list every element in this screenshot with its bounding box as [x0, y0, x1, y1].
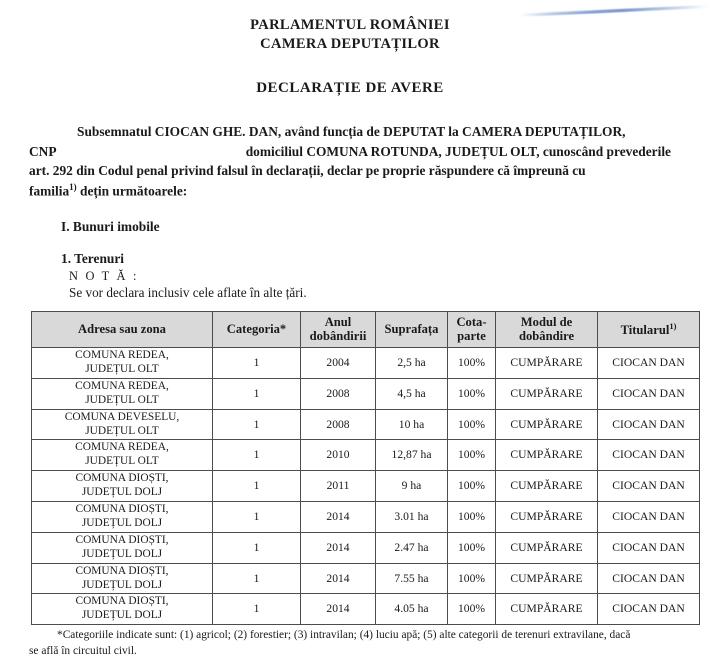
cell-suprafata: 4.05 ha	[376, 594, 448, 625]
cell-cota-parte: 100%	[448, 409, 496, 440]
cell-adresa	[32, 532, 213, 563]
cell-titularul: CIOCAN DAN	[598, 347, 700, 378]
institution-line-1: PARLAMENTUL ROMÂNIEI	[250, 17, 450, 33]
cell-adresa-line-1: COMUNA DIOȘTI,	[75, 503, 169, 516]
cell-adresa-line-1: COMUNA REDEA,	[75, 379, 169, 392]
cell-anul-dobandirii: 2010	[301, 440, 376, 471]
column-header-anul-line-2: dobândirii	[309, 329, 367, 344]
cell-anul-dobandirii: 2014	[301, 563, 376, 594]
cell-adresa-line-2: JUDEȚUL OLT	[85, 362, 159, 375]
cell-adresa-line-1: COMUNA REDEA,	[75, 348, 169, 361]
cell-categoria: 1	[213, 532, 301, 563]
table-header-row-group	[32, 311, 700, 347]
cell-adresa-line-1: COMUNA DEVESELU,	[64, 410, 180, 423]
cell-titularul: CIOCAN DAN	[598, 471, 700, 502]
cell-categoria: 1	[213, 471, 301, 502]
cell-adresa	[32, 378, 213, 409]
cell-adresa	[32, 471, 213, 502]
cell-cota-parte: 100%	[448, 347, 496, 378]
cell-adresa-line-2: JUDEȚUL OLT	[85, 393, 159, 406]
page-title: DECLARAȚIE DE AVERE	[256, 80, 444, 97]
cell-adresa-line-1: COMUNA DIOȘTI,	[75, 472, 169, 485]
cell-modul-dobandire: CUMPĂRARE	[496, 440, 598, 471]
cell-suprafata: 10 ha	[376, 409, 448, 440]
cell-adresa-line-2: JUDEȚUL DOLJ	[81, 578, 163, 591]
table-row	[32, 471, 700, 502]
institution-line-2: CAMERA DEPUTAȚILOR	[260, 36, 440, 53]
intro-line-3: art. 292 din Codul penal privind falsul în declarații, declar pe proprie răspundere că împreună cu	[29, 163, 586, 179]
cell-suprafata: 2,5 ha	[376, 347, 448, 378]
cell-suprafata: 4,5 ha	[376, 378, 448, 409]
table-row	[32, 563, 700, 594]
cell-suprafata: 7.55 ha	[376, 563, 448, 594]
cell-adresa	[32, 440, 213, 471]
column-header-suprafata: Suprafața	[376, 311, 448, 347]
cell-titularul: CIOCAN DAN	[598, 378, 700, 409]
table-footnote	[29, 628, 671, 659]
column-header-anul-dobandirii	[301, 311, 376, 347]
table-header-row	[32, 311, 700, 347]
section-heading-bunuri-imobile: I. Bunuri imobile	[61, 218, 160, 234]
cell-adresa	[32, 563, 213, 594]
cell-modul-dobandire: CUMPĂRARE	[496, 502, 598, 533]
cell-adresa	[32, 594, 213, 625]
cell-adresa-line-1: COMUNA DIOȘTI,	[75, 533, 169, 546]
cell-adresa	[32, 347, 213, 378]
cell-adresa-line-1: COMUNA DIOȘTI,	[75, 564, 169, 577]
cell-titularul: CIOCAN DAN	[598, 563, 700, 594]
intro-line-4-text: familia	[29, 183, 70, 199]
intro-line-2-text: domiciliul COMUNA ROTUNDA, JUDEȚUL OLT, cunoscând prevederile	[245, 143, 671, 159]
cell-anul-dobandirii: 2008	[301, 378, 376, 409]
footnote-marker-titularul: 1)	[669, 320, 677, 331]
intro-line-2	[29, 142, 671, 162]
declaration-intro-paragraph	[29, 122, 671, 201]
table-row	[32, 409, 700, 440]
cell-modul-dobandire: CUMPĂRARE	[496, 532, 598, 563]
cell-anul-dobandirii: 2014	[301, 532, 376, 563]
cell-modul-dobandire: CUMPĂRARE	[496, 378, 598, 409]
cell-categoria: 1	[213, 347, 301, 378]
cell-cota-parte: 100%	[448, 594, 496, 625]
table-row	[32, 378, 700, 409]
table-row	[32, 347, 700, 378]
column-header-cota-line-1: Cota-	[456, 315, 487, 330]
cell-suprafata: 2.47 ha	[376, 532, 448, 563]
cell-anul-dobandirii: 2004	[301, 347, 376, 378]
nota-label: N O T Ă :	[69, 268, 139, 283]
cnp-redacted-value	[99, 142, 203, 162]
cell-modul-dobandire: CUMPĂRARE	[496, 563, 598, 594]
cell-adresa	[32, 409, 213, 440]
cell-modul-dobandire: CUMPĂRARE	[496, 409, 598, 440]
cell-adresa-line-1: COMUNA DIOȘTI,	[75, 595, 169, 608]
cell-adresa-line-2: JUDEȚUL DOLJ	[81, 516, 163, 529]
cell-categoria: 1	[213, 440, 301, 471]
column-header-cota-line-2: parte	[457, 329, 486, 344]
table-row	[32, 440, 700, 471]
cell-modul-dobandire: CUMPĂRARE	[496, 347, 598, 378]
cell-modul-dobandire: CUMPĂRARE	[496, 594, 598, 625]
cell-anul-dobandirii: 2014	[301, 502, 376, 533]
table-row	[32, 502, 700, 533]
cell-titularul: CIOCAN DAN	[598, 502, 700, 533]
cell-adresa	[32, 502, 213, 533]
cell-cota-parte: 100%	[448, 440, 496, 471]
cell-adresa-line-2: JUDEȚUL OLT	[85, 455, 159, 468]
intro-line-4-rest: dețin următoarele:	[76, 183, 188, 199]
cell-titularul: CIOCAN DAN	[598, 594, 700, 625]
column-header-modul-line-2: dobândire	[518, 329, 575, 344]
cell-adresa-line-2: JUDEȚUL DOLJ	[81, 609, 163, 622]
table-row	[32, 594, 700, 625]
footnote-marker-family: 1)	[69, 181, 77, 192]
intro-line-1-text: Subsemnatul CIOCAN GHE. DAN, având funcția de DEPUTAT la CAMERA DEPUTAȚILOR,	[77, 124, 626, 140]
intro-line-1	[29, 122, 671, 142]
table-body	[32, 347, 700, 624]
cell-adresa-line-1: COMUNA REDEA,	[75, 441, 169, 454]
subsection-heading-terenuri: 1. Terenuri	[61, 250, 124, 266]
terenuri-table-wrapper	[29, 311, 685, 625]
column-header-adresa: Adresa sau zona	[32, 311, 213, 347]
cell-categoria: 1	[213, 563, 301, 594]
column-header-cota-parte	[448, 311, 496, 347]
cell-titularul: CIOCAN DAN	[598, 532, 700, 563]
column-header-titularul-text: Titularul	[620, 322, 670, 337]
cell-categoria: 1	[213, 409, 301, 440]
cell-anul-dobandirii: 2014	[301, 594, 376, 625]
cnp-label: CNP	[29, 143, 57, 159]
cell-categoria: 1	[213, 502, 301, 533]
cell-anul-dobandirii: 2011	[301, 471, 376, 502]
column-header-anul-line-1: Anul	[324, 315, 352, 330]
cell-titularul: CIOCAN DAN	[598, 440, 700, 471]
column-header-categoria: Categoria*	[213, 311, 301, 347]
column-header-modul-line-1: Modul de	[520, 315, 573, 330]
column-header-titularul	[598, 311, 700, 347]
cell-cota-parte: 100%	[448, 471, 496, 502]
cell-categoria: 1	[213, 378, 301, 409]
cell-cota-parte: 100%	[448, 502, 496, 533]
terenuri-table	[31, 311, 700, 625]
cell-anul-dobandirii: 2008	[301, 409, 376, 440]
cell-cota-parte: 100%	[448, 378, 496, 409]
cell-cota-parte: 100%	[448, 563, 496, 594]
cell-categoria: 1	[213, 594, 301, 625]
footnote-line-2: dacă se află în circuitul civil.	[29, 629, 631, 657]
cell-adresa-line-2: JUDEȚUL DOLJ	[81, 547, 163, 560]
nota-text: Se vor declara inclusiv cele aflate în alte țări.	[69, 284, 307, 300]
cell-titularul: CIOCAN DAN	[598, 409, 700, 440]
cell-adresa-line-2: JUDEȚUL DOLJ	[81, 486, 163, 499]
cell-modul-dobandire: CUMPĂRARE	[496, 471, 598, 502]
institution-header	[29, 0, 671, 54]
cell-adresa-line-2: JUDEȚUL OLT	[85, 424, 159, 437]
intro-line-4	[29, 181, 671, 201]
cell-suprafata: 3.01 ha	[376, 502, 448, 533]
cell-suprafata: 12,87 ha	[376, 440, 448, 471]
footnote-line-1: *Categoriile indicate sunt: (1) agricol; (2) forestier; (3) intravilan; (4) luciu apă; (5) alte categorii de terenuri extravilane,	[57, 629, 607, 642]
cell-suprafata: 9 ha	[376, 471, 448, 502]
cell-cota-parte: 100%	[448, 532, 496, 563]
column-header-modul-dobandire	[496, 311, 598, 347]
table-row	[32, 532, 700, 563]
